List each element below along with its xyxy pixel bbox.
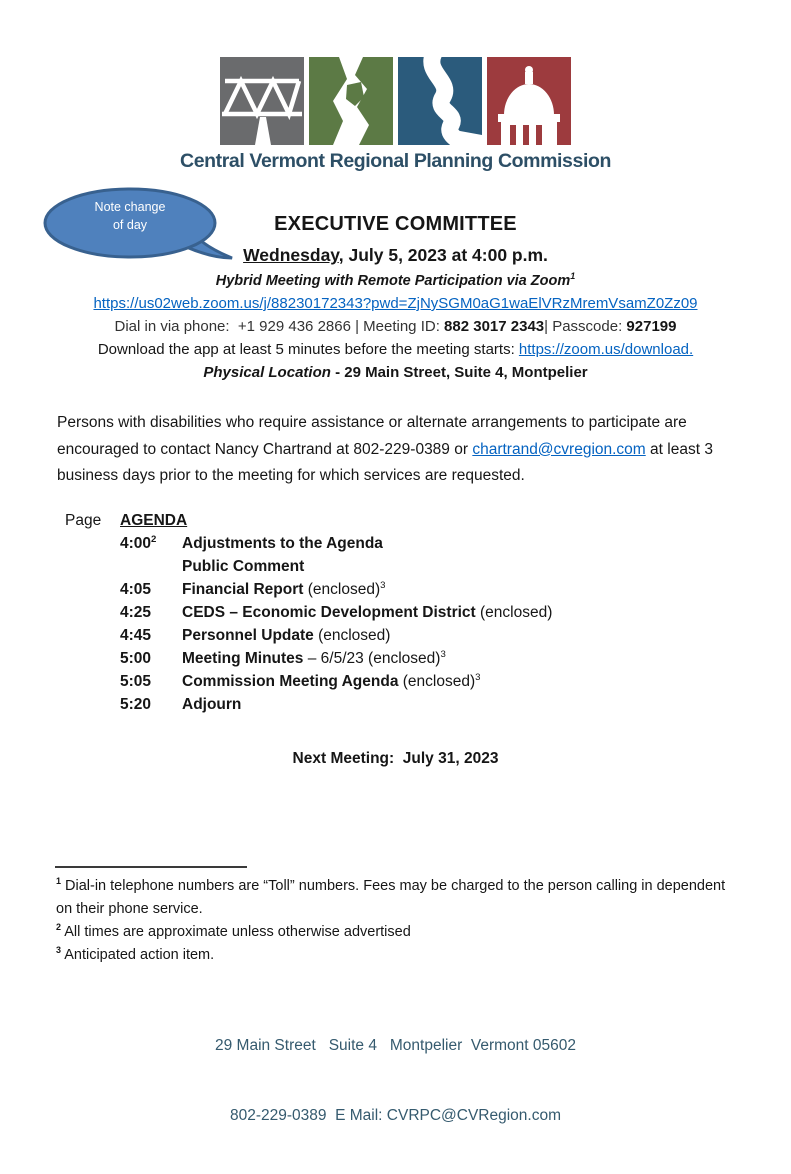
agenda-item-time: 4:45	[120, 626, 152, 644]
agenda-item-text: Adjustments to the Agenda	[182, 534, 383, 552]
agenda-item-text: Meeting Minutes – 6/5/23 (enclosed)$^3$	[182, 648, 446, 667]
zoom-download-link[interactable]: https://zoom.us/download.	[518, 341, 694, 358]
footer-contact: 802-229-0389 E Mail: CVRPC@CVRegion.com	[229, 1106, 562, 1124]
agenda-item-time: 5:20	[120, 695, 152, 713]
download-line	[0, 341, 791, 358]
vermont-state-icon	[309, 57, 393, 145]
agenda-item-time	[120, 558, 182, 576]
agenda-item-text: Public Comment	[182, 557, 305, 575]
footnote-2: $^2$ All times are approximate unless otherwise advertised	[56, 921, 411, 940]
agenda-item-text: Commission Meeting Agenda (enclosed)$^3$	[182, 671, 481, 690]
physical-location-label: Physical Location	[203, 364, 331, 381]
agenda-item-row	[65, 673, 791, 691]
zoom-link-line	[0, 295, 791, 312]
footnotes-section	[56, 875, 743, 967]
meeting-day: Wednesday	[243, 245, 339, 265]
meeting-id-value: 882 3017 2343	[444, 318, 545, 335]
agenda-item-row	[65, 650, 791, 668]
dial-in-prefix: Dial in via phone: +1 929 436 2866 | Meeting ID:	[114, 318, 445, 335]
agenda-header-row	[65, 512, 791, 530]
agenda-item-row	[65, 558, 791, 576]
agenda-item-time: 4:25	[120, 603, 152, 621]
logo-tiles	[0, 57, 791, 145]
zoom-meeting-link[interactable]: https://us02web.zoom.us/j/88230172343?pwd=ZjNySGM0aG1waElVRzMremVsamZ0Zz09	[93, 295, 698, 312]
agenda-section	[65, 512, 791, 714]
org-logo	[0, 0, 791, 173]
physical-location-value: - 29 Main Street, Suite 4, Montpelier	[330, 364, 588, 381]
page-column-label: Page	[65, 511, 102, 529]
agenda-item-text: Financial Report (enclosed)$^3$	[182, 579, 386, 598]
agenda-item-row	[65, 535, 791, 553]
accessibility-text-after: at least 3 business days prior to the meeting for which services are requested.	[57, 440, 713, 485]
agenda-item-text: Adjourn	[182, 695, 242, 713]
footnote-ref-3: 3	[380, 579, 386, 591]
callout-text	[50, 198, 210, 234]
agenda-item-row	[65, 696, 791, 714]
agenda-heading: AGENDA	[120, 511, 188, 529]
river-icon	[398, 57, 482, 145]
agenda-item-time: 5:05	[120, 672, 152, 690]
footnote-3: $^3$ Anticipated action item.	[56, 944, 215, 963]
meeting-format-line	[0, 273, 791, 289]
agenda-item-row	[65, 604, 791, 622]
dial-in-line	[0, 318, 791, 335]
agenda-item-row	[65, 581, 791, 599]
next-meeting-line: Next Meeting: July 31, 2023	[292, 749, 499, 767]
agenda-item-text: Personnel Update (enclosed)	[182, 626, 391, 644]
accessibility-text-before: Persons with disabilities who require assistance or alternate arrangements to participate are encouraged to contact Nancy Chartrand at 802-229-0389 or	[57, 414, 687, 458]
meeting-date-rest: , July 5, 2023 at 4:00 p.m.	[338, 245, 548, 265]
footnote-separator	[55, 866, 247, 868]
agenda-item-row	[65, 627, 791, 645]
callout-line1: Note change	[94, 200, 166, 214]
footnote-ref-2: 2	[151, 533, 157, 545]
agenda-item-time: 5:00	[120, 649, 152, 667]
passcode-value: 927199	[626, 318, 677, 335]
note-callout-bubble	[40, 186, 245, 271]
org-name: Central Vermont Regional Planning Commission	[180, 150, 611, 172]
bridge-icon	[220, 57, 304, 145]
download-text: Download the app at least 5 minutes before the meeting starts:	[97, 341, 519, 358]
physical-location-line	[0, 364, 791, 381]
footer-address: 29 Main Street Suite 4 Montpelier Vermont 05602	[214, 1037, 576, 1055]
document-footer	[0, 988, 791, 1174]
capitol-dome-icon	[487, 57, 571, 145]
meeting-format-text: Hybrid Meeting with Remote Participation via Zoom	[215, 273, 571, 289]
passcode-label: | Passcode:	[544, 318, 627, 335]
callout-line2: of day	[112, 218, 148, 233]
accessibility-note	[57, 410, 735, 490]
agenda-item-time: 4:05	[120, 580, 152, 598]
footnote-1: $^1$ Dial-in telephone numbers are “Toll” numbers. Fees may be charged to the person calling in dependent on their phone service.	[56, 876, 726, 917]
agenda-item-text: CEDS – Economic Development District (enclosed)	[182, 603, 553, 621]
committee-title: EXECUTIVE COMMITTEE	[274, 213, 517, 235]
contact-email-link[interactable]: chartrand@cvregion.com	[472, 440, 646, 458]
agenda-item-time: $4:00^2$	[120, 533, 157, 552]
footnote-ref-1: 1	[570, 271, 576, 282]
